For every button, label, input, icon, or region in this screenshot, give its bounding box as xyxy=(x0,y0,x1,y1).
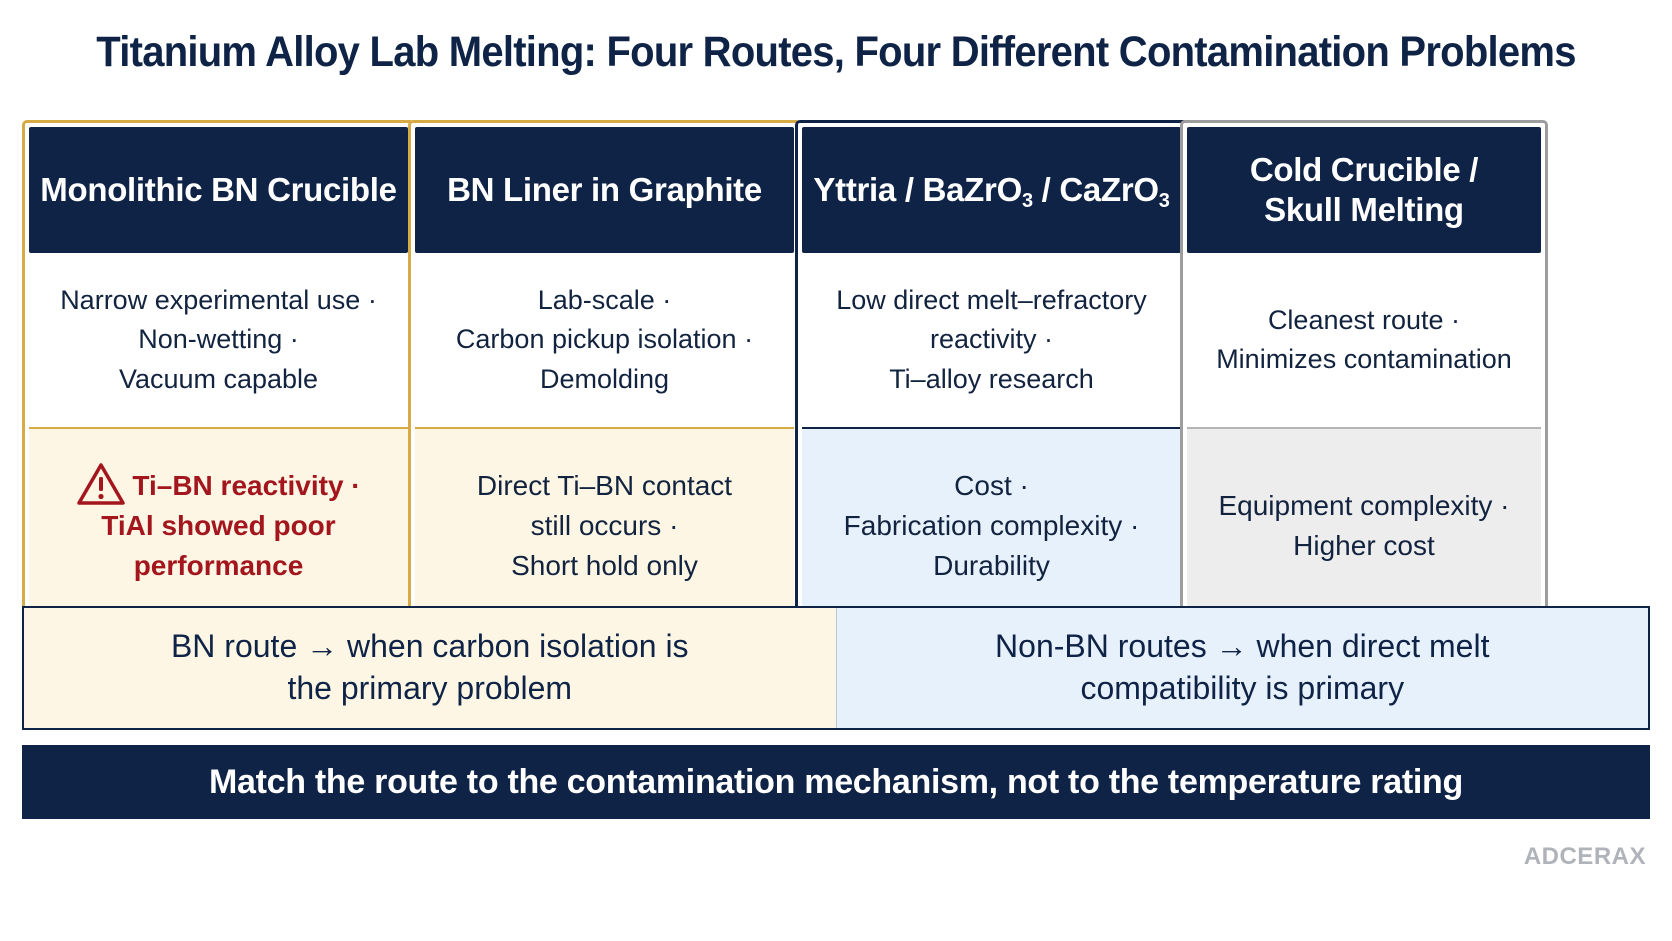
card-heading-line: Cold Crucible / xyxy=(1249,150,1479,188)
card-cons xyxy=(1187,429,1541,623)
card-pros-line: Low direct melt–refractory xyxy=(836,285,1147,316)
card-pros xyxy=(415,253,794,429)
card-cons-line: Higher cost xyxy=(1293,530,1435,561)
card-heading xyxy=(415,127,794,253)
card-monolithic-bn xyxy=(22,120,415,630)
route-note-line: BN route → when carbon isolation is xyxy=(170,628,689,665)
heading-text: / CaZrO xyxy=(1032,170,1159,208)
card-cons-line: TiAl showed poor xyxy=(101,510,336,542)
card-pros xyxy=(1187,253,1541,429)
card-pros-line: Ti–alloy research xyxy=(889,363,1094,394)
card-pros xyxy=(29,253,408,429)
card-cons-line: Ti–BN reactivity · xyxy=(132,470,361,502)
card-heading-line xyxy=(813,170,1169,210)
card-pros xyxy=(802,253,1181,429)
card-pros-line: Minimizes contamination xyxy=(1216,344,1512,374)
card-heading-line: Monolithic BN Crucible xyxy=(40,170,397,208)
card-yttria-zirconate xyxy=(795,120,1188,630)
card-heading-line: BN Liner in Graphite xyxy=(447,170,762,208)
card-cold-crucible xyxy=(1180,120,1548,630)
non-bn-route-note xyxy=(837,608,1649,728)
card-pros-line: Non-wetting · xyxy=(138,324,299,355)
warning-triangle-icon xyxy=(76,462,126,506)
card-pros-line: Lab-scale · xyxy=(537,285,672,316)
conclusion-banner: Match the route to the contamination mechanism, not to the temperature rating xyxy=(22,745,1650,819)
card-pros-line: Carbon pickup isolation · xyxy=(455,324,754,355)
route-guidance xyxy=(22,606,1650,730)
card-pros-line: reactivity · xyxy=(929,324,1053,355)
heading-subscript: 3 xyxy=(1021,189,1033,212)
card-pros-line: Demolding xyxy=(539,363,670,394)
card-cons-line: Cost · xyxy=(954,470,1029,502)
card-cons-line: Short hold only xyxy=(511,549,698,581)
card-cons-line: still occurs · xyxy=(530,510,679,542)
card-cons-line: performance xyxy=(133,550,304,581)
heading-text: Yttria / BaZrO xyxy=(813,170,1022,208)
heading-subscript: 3 xyxy=(1158,189,1170,212)
card-pros-line: Narrow experimental use · xyxy=(60,285,377,316)
route-note-line: Non-BN routes → when direct melt xyxy=(995,628,1490,665)
card-heading xyxy=(802,127,1181,253)
route-note-line: the primary problem xyxy=(287,670,573,706)
card-cons-line: Durability xyxy=(933,549,1050,581)
card-pros-line: Cleanest route · xyxy=(1267,304,1461,335)
card-heading-line: Skull Melting xyxy=(1264,191,1464,228)
card-cons-line: Fabrication complexity · xyxy=(843,510,1140,542)
card-cons-line: Equipment complexity · xyxy=(1218,490,1510,522)
bn-route-note xyxy=(24,608,837,728)
card-heading xyxy=(29,127,408,253)
route-note-line: compatibility is primary xyxy=(1080,670,1405,706)
card-cons-line: Direct Ti–BN contact xyxy=(476,470,733,502)
card-heading xyxy=(1187,127,1541,253)
page-title: Titanium Alloy Lab Melting: Four Routes, Four Different Contamination Problems xyxy=(96,28,1576,76)
card-cons xyxy=(802,429,1181,623)
card-pros-line: Vacuum capable xyxy=(118,363,319,394)
card-cons xyxy=(415,429,794,623)
card-bn-liner xyxy=(408,120,801,630)
brand-watermark: ADCERAX xyxy=(1523,843,1646,870)
card-cons xyxy=(29,429,408,623)
route-cards xyxy=(22,120,1650,630)
